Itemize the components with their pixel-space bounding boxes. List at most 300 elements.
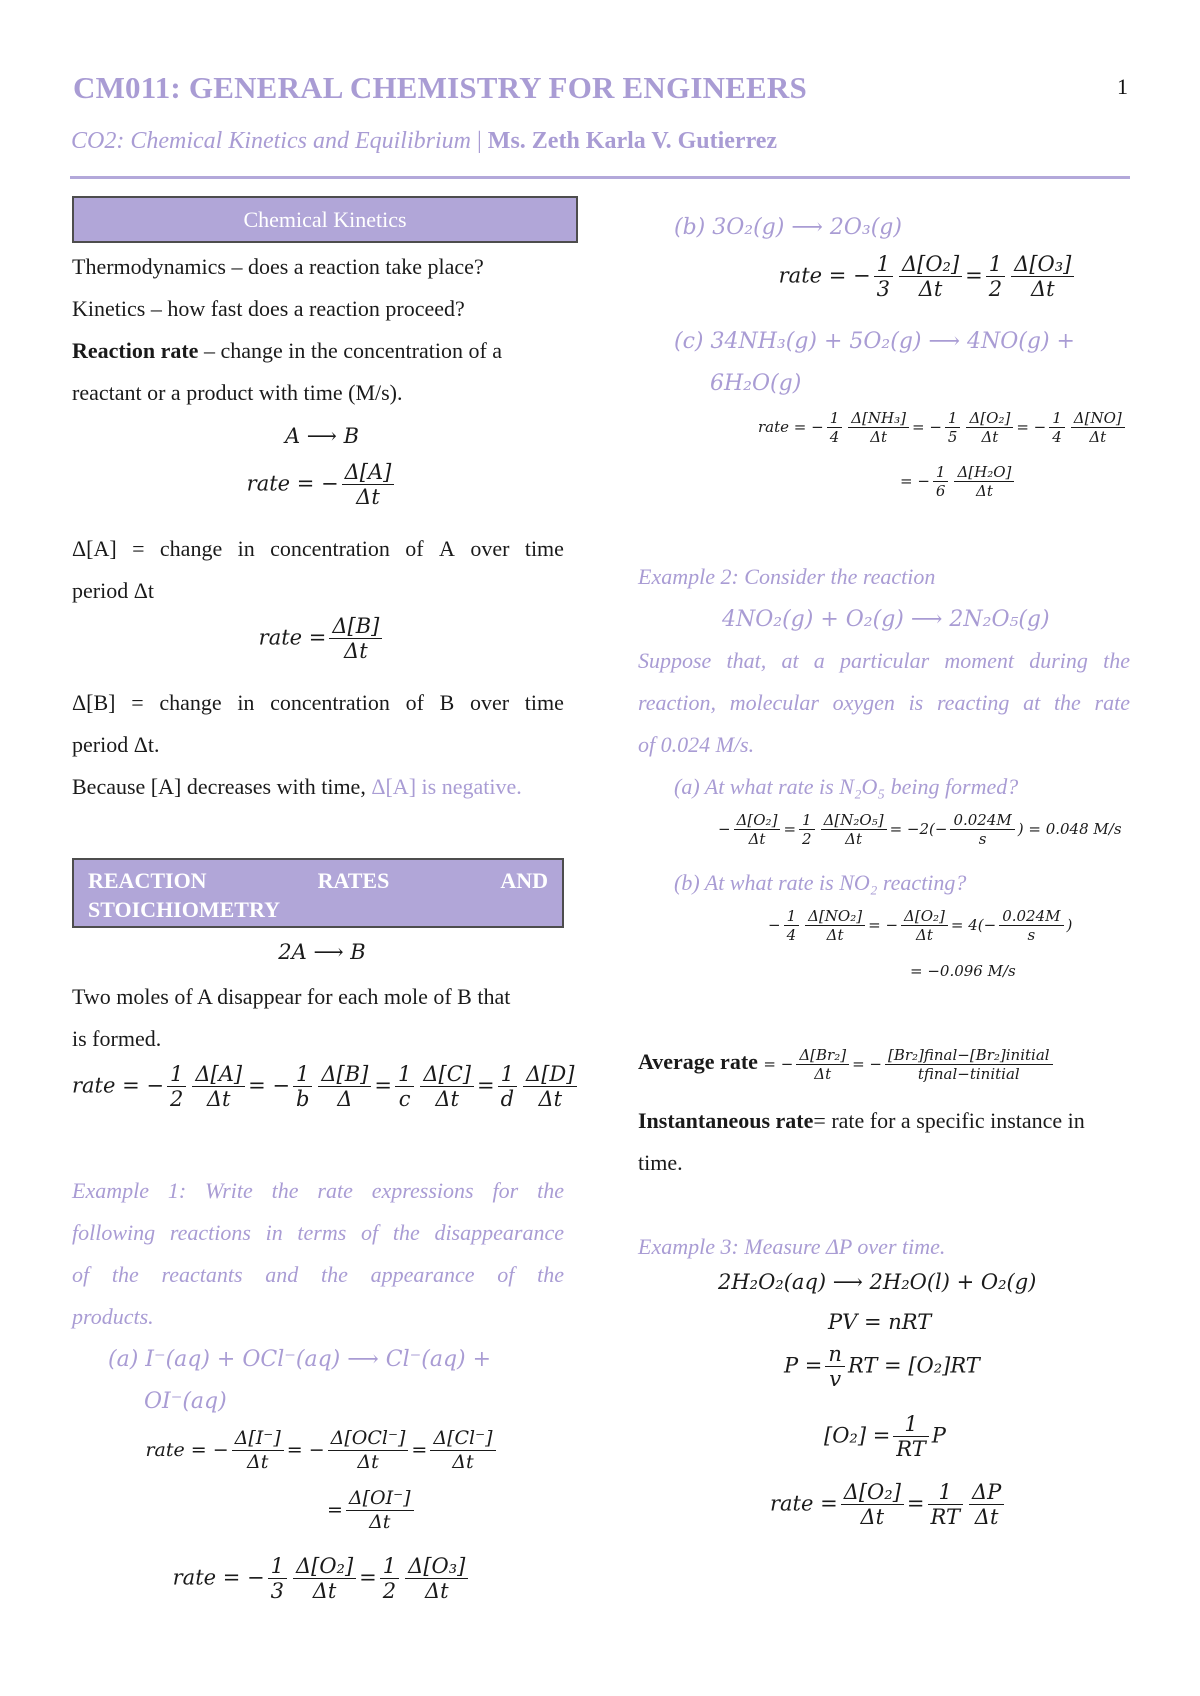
word: during [1029, 648, 1088, 673]
term [821, 812, 887, 848]
num: 1 [945, 410, 961, 428]
ex1b-rate-equation [718, 252, 1138, 302]
term [899, 252, 962, 302]
word: A [439, 536, 455, 561]
num: 0.024M [999, 908, 1063, 926]
rate-b-lhs: rate = [258, 625, 327, 650]
coef [1049, 410, 1065, 446]
num: 1 [827, 410, 843, 428]
two-moles-line-2: is formed. [72, 1026, 162, 1051]
den: 4 [829, 428, 840, 447]
example1b-equation [674, 206, 902, 249]
den: 2 [382, 1579, 397, 1604]
operator: = [476, 1073, 495, 1098]
operator: − [768, 916, 781, 935]
example2-line-3: of 0.024 M/s. [638, 732, 755, 757]
den: RT [930, 1505, 960, 1530]
ex2-eq: 4NO₂(g) + O₂(g) ⟶ 2N₂O₅(g) [722, 607, 1050, 632]
rate-a-equation [72, 460, 572, 510]
coef-den: d [500, 1087, 515, 1112]
word: reactants [161, 1262, 243, 1287]
reaction-rate-def-1: – change in the concentration of a [203, 338, 503, 363]
den: s [1027, 926, 1036, 945]
operator: = [411, 1438, 428, 1461]
term [885, 1047, 1053, 1083]
ex3-pv: PV = nRT [828, 1310, 932, 1334]
num: ΔP [969, 1480, 1004, 1505]
ex1a-frac-4 [346, 1488, 414, 1534]
word: Write [205, 1178, 253, 1203]
term [950, 812, 1014, 848]
word: moment [944, 648, 1015, 673]
gen-term-2 [318, 1062, 371, 1112]
term [893, 1412, 928, 1462]
decrease-line [72, 766, 522, 808]
num: 0.024M [950, 812, 1014, 830]
operator: = − [852, 1055, 882, 1073]
delta-b-def-2: period Δt. [72, 732, 160, 757]
word: reactions [169, 1220, 251, 1245]
page-number: 1 [1117, 74, 1128, 99]
gen-coef-2 [293, 1062, 312, 1112]
coef [986, 252, 1005, 302]
term [1071, 410, 1125, 446]
gen-term-1 [192, 1062, 245, 1112]
instantaneous-rate-term: Instantaneous rate [638, 1108, 814, 1133]
num: Δ[H₂O] [954, 464, 1014, 482]
example2-line-1 [638, 640, 1130, 682]
num: 1 [874, 252, 893, 277]
den: Δt [452, 1450, 474, 1473]
word: particular [839, 648, 930, 673]
num: Δ[Cl⁻] [430, 1428, 495, 1451]
num: Δ[OCl⁻] [328, 1428, 409, 1451]
coef [933, 464, 949, 500]
gen-rate-lhs: rate = − [72, 1073, 164, 1098]
term-den: Δt [538, 1087, 563, 1112]
word: for [492, 1178, 519, 1203]
word: Suppose [638, 648, 712, 673]
example1c-equation-line1 [674, 320, 1075, 363]
num: 1 [784, 908, 800, 926]
den: Δt [357, 1450, 379, 1473]
term-den: Δt [206, 1087, 231, 1112]
word: Example [72, 1178, 149, 1203]
word: at [1023, 690, 1041, 715]
word: the [321, 1262, 348, 1287]
num: [Br₂]final−[Br₂]initial [885, 1047, 1053, 1065]
ex1a-rate-equation-cont [327, 1488, 417, 1534]
general-rate-equation [72, 1062, 575, 1112]
average-rate-definition [638, 1040, 1056, 1086]
word: over [470, 690, 510, 715]
den: Δt [870, 428, 888, 447]
gen-term-3 [420, 1062, 474, 1112]
operator: ) [1066, 916, 1073, 935]
coef-den: 2 [169, 1087, 184, 1112]
word: AND [500, 868, 548, 893]
example1a-equation-line1 [108, 1338, 491, 1381]
coef [799, 812, 815, 848]
decrease-highlight: Δ[A] is negative. [371, 774, 522, 799]
rhs: P [931, 1423, 946, 1448]
example1-line-3 [72, 1254, 564, 1296]
word: appearance [370, 1262, 475, 1287]
example1-line-2 [72, 1212, 564, 1254]
word: that, [726, 648, 767, 673]
term-den: Δ [337, 1087, 353, 1112]
term-num: Δ[D] [523, 1062, 577, 1087]
lhs: rate = − [758, 418, 824, 437]
den: Δt [981, 428, 999, 447]
num: Δ[O₂] [899, 252, 962, 277]
subtitle-separator: | [470, 128, 488, 154]
term [969, 1480, 1004, 1530]
word: = [132, 536, 145, 561]
word: of [361, 1220, 379, 1245]
word: at [781, 648, 799, 673]
num: Δ[OI⁻] [346, 1488, 414, 1511]
den: 2 [988, 277, 1003, 302]
operator: = −2(− [889, 820, 948, 839]
word: Δ[B] [72, 690, 116, 715]
operator: = [906, 1491, 925, 1516]
den: v [829, 1367, 842, 1392]
instantaneous-rate-definition [638, 1100, 1085, 1142]
coef-den: c [398, 1087, 411, 1112]
num: Δ[NH₃] [848, 410, 909, 428]
word: in [237, 690, 255, 715]
operator: = − [868, 916, 899, 935]
ex3-rate-equation [770, 1480, 1007, 1530]
word: of [497, 1262, 515, 1287]
course-subtitle [71, 128, 777, 155]
rate-a-den: Δt [356, 485, 380, 510]
operator: = [965, 263, 983, 288]
reaction-rate-definition [72, 330, 502, 372]
coef [945, 410, 961, 446]
example2b-question: (b) At what rate is NO₂ reacting? [674, 870, 967, 895]
ex1a-line1: (a) I⁻(aq) + OCl⁻(aq) ⟶ Cl⁻(aq) + [108, 1347, 492, 1372]
coef-num: 1 [167, 1062, 186, 1087]
den: Δt [845, 830, 862, 849]
delta-a-definition [72, 528, 564, 570]
term-den: Δt [435, 1087, 459, 1112]
word: change [159, 690, 222, 715]
num: Δ[O₂] [901, 908, 948, 926]
num: 1 [799, 812, 815, 830]
ex1c-line1: (c) 34NH₃(g) + 5O₂(g) ⟶ 4NO(g) + [674, 329, 1075, 354]
lhs: [O₂] = [824, 1423, 891, 1448]
example3-title: Example 3: Measure ΔP over time. [638, 1234, 946, 1259]
num: Δ[O₃] [405, 1554, 468, 1579]
num: Δ[NO] [1071, 410, 1125, 428]
ex2b-result: = −0.096 M/s [910, 962, 1016, 980]
term [796, 1047, 849, 1083]
term-num: Δ[B] [318, 1062, 371, 1087]
example1-line-1 [72, 1170, 564, 1212]
ex2a-calculation [718, 812, 1122, 848]
num: 1 [928, 1480, 963, 1505]
word: molecular [729, 690, 819, 715]
num: 1 [986, 252, 1005, 277]
den: 4 [786, 926, 797, 945]
den: Δt [369, 1510, 391, 1533]
den: 4 [1052, 428, 1062, 447]
num: n [825, 1342, 845, 1367]
reaction-rate-def-2: reactant or a product with time (M/s). [72, 380, 403, 405]
word: expressions [371, 1178, 474, 1203]
example1a-equation-line2 [144, 1380, 227, 1423]
den: Δt [247, 1450, 269, 1473]
kinetics-line: Kinetics – how fast does a reaction proceed? [72, 296, 465, 321]
word: RATES [317, 868, 390, 893]
ex2b-calculation [768, 908, 1072, 944]
instantaneous-rate-def-1: = rate for a specific instance in [813, 1108, 1085, 1133]
operator: − [718, 820, 731, 839]
den: 3 [270, 1579, 284, 1604]
delta-a-def-2: period Δt [72, 578, 154, 603]
coef-num: 1 [498, 1062, 517, 1087]
ex1c-rate-equation [758, 410, 1128, 446]
coef [827, 410, 843, 446]
term [848, 410, 909, 446]
rate-b-fraction [329, 614, 382, 664]
stoich-box-line1 [88, 866, 548, 895]
num: 1 [933, 464, 949, 482]
gen-coef-3 [395, 1062, 414, 1112]
num: Δ[O₂] [293, 1554, 356, 1579]
operator: = − [248, 1073, 290, 1098]
word: of [72, 1262, 90, 1287]
term-num: Δ[A] [192, 1062, 245, 1087]
operator: = 4(− [950, 916, 997, 935]
word: rate [317, 1178, 353, 1203]
term [999, 908, 1063, 944]
section-box-chemical-kinetics: Chemical Kinetics [72, 196, 578, 243]
course-unit: CO2: Chemical Kinetics and Equilibrium [71, 128, 471, 154]
word: = [131, 690, 144, 715]
word: rate [1094, 690, 1130, 715]
rate-a-fraction [342, 460, 395, 510]
den: Δt [312, 1579, 337, 1604]
word: the [271, 1178, 299, 1203]
den: 6 [935, 482, 946, 501]
num: Δ[I⁻] [232, 1428, 284, 1451]
word: the [392, 1220, 420, 1245]
rhs: RT = [O₂]RT [847, 1353, 980, 1378]
decrease-prefix: Because [A] decreases with time, [72, 774, 372, 799]
den: 2 [802, 830, 812, 849]
operator: = [327, 1498, 343, 1521]
example1c-equation-line2 [710, 362, 801, 405]
course-title: CM011: GENERAL CHEMISTRY FOR ENGINEERS [73, 70, 807, 105]
coef-num: 1 [395, 1062, 414, 1087]
rate-b-equation [72, 614, 572, 664]
word: the [1053, 690, 1081, 715]
reaction-rate-term: Reaction rate [72, 338, 199, 363]
gen-coef-1 [167, 1062, 186, 1112]
ex1a-frac-1 [232, 1428, 284, 1474]
word: Δ[A] [72, 536, 117, 561]
den: Δt [748, 830, 766, 849]
word: is [908, 690, 924, 715]
word: of [405, 690, 424, 715]
num: Δ[N₂O₅] [821, 812, 887, 830]
term [734, 812, 781, 848]
operator: = [359, 1565, 377, 1590]
ex1a-frac-3 [430, 1428, 495, 1474]
average-rate-term: Average rate [638, 1049, 758, 1074]
term [966, 410, 1013, 446]
word: in [237, 536, 255, 561]
coef [874, 252, 893, 302]
operator: = − [286, 1438, 325, 1461]
example2-line-2 [638, 682, 1130, 724]
ex1a-line2: OI⁻(aq) [144, 1389, 227, 1414]
word: concentration [270, 536, 390, 561]
coef-den: b [295, 1087, 310, 1112]
word: time [524, 536, 564, 561]
ex1c-line2: 6H₂O(g) [710, 371, 802, 396]
word: following [72, 1220, 156, 1245]
word: reaction, [638, 690, 716, 715]
word: REACTION [88, 868, 207, 893]
ex1a-frac-2 [328, 1428, 409, 1474]
word: the [537, 1262, 564, 1287]
word: and [265, 1262, 299, 1287]
result: ) = 0.048 M/s [1017, 820, 1122, 839]
coef [268, 1554, 287, 1604]
den: Δt [1030, 277, 1055, 302]
word: oxygen [832, 690, 895, 715]
lhs: rate = − [778, 263, 871, 288]
word: a [813, 648, 825, 673]
term-num: Δ[C] [420, 1062, 474, 1087]
num: 1 [268, 1554, 287, 1579]
term [1011, 252, 1074, 302]
den: Δt [918, 277, 943, 302]
word: the [1103, 648, 1130, 673]
gen-term-4 [523, 1062, 577, 1112]
num: Δ[O₂] [841, 1480, 904, 1505]
den: Δt [424, 1579, 449, 1604]
two-moles-line-1: Two moles of A disappear for each mole of B that [72, 984, 511, 1009]
den: Δt [814, 1065, 832, 1084]
ex1c-rate-equation-cont [900, 464, 1017, 500]
ex3-o2-equation [824, 1412, 946, 1462]
ex1a-rate-equation [72, 1428, 572, 1474]
rate-a-lhs: rate = − [246, 471, 339, 496]
word: disappearance [434, 1220, 564, 1245]
lhs: P = [784, 1353, 823, 1378]
example2a-question: (a) At what rate is N₂O₅ being formed? [674, 774, 1019, 799]
num: Δ[O₂] [734, 812, 781, 830]
example1-line-4: products. [72, 1304, 154, 1329]
word: in [265, 1220, 283, 1245]
term [841, 1480, 904, 1530]
rate-a-num: Δ[A] [342, 460, 395, 485]
num: Δ[O₂] [966, 410, 1013, 428]
coef-num: 1 [293, 1062, 312, 1087]
operator: = [374, 1073, 392, 1098]
den: 3 [876, 277, 890, 302]
example2-equation [722, 598, 1050, 641]
coef [380, 1554, 399, 1604]
term [805, 908, 865, 944]
den: Δt [1089, 428, 1107, 447]
den: 5 [947, 428, 958, 447]
term [293, 1554, 356, 1604]
o2-rate-equation [72, 1554, 572, 1604]
den: Δt [975, 482, 993, 501]
operator: = − [763, 1055, 794, 1073]
word: over [470, 536, 510, 561]
word: concentration [270, 690, 390, 715]
instructor-name: Ms. Zeth Karla V. Gutierrez [487, 128, 778, 154]
word: the [537, 1178, 564, 1203]
num: 1 [893, 1412, 928, 1437]
operator: = − [912, 418, 942, 437]
gen-coef-4 [498, 1062, 517, 1112]
ex1b-eq: (b) 3O₂(g) ⟶ 2O₃(g) [674, 215, 902, 240]
word: time [524, 690, 564, 715]
example2-title: Example 2: Consider the reaction [638, 564, 936, 589]
lhs: rate = [770, 1491, 838, 1516]
coef [784, 908, 800, 944]
delta-b-definition [72, 682, 564, 724]
operator: = − [1016, 418, 1047, 437]
num: Δ[NO₂] [805, 908, 865, 926]
coef [928, 1480, 963, 1530]
ex3-pressure-equation [784, 1342, 980, 1392]
ex1a-lhs: rate = − [145, 1438, 229, 1461]
den: Δt [860, 1505, 885, 1530]
den: Δt [916, 926, 933, 945]
operator: = [783, 820, 797, 839]
word: terms [297, 1220, 347, 1245]
rate-b-num: Δ[B] [329, 614, 382, 639]
lhs: rate = − [172, 1565, 265, 1590]
num: 1 [1049, 410, 1065, 428]
equation-2a-to-b: 2A ⟶ B [278, 940, 366, 964]
header-divider [70, 176, 1130, 179]
operator: = − [900, 472, 930, 491]
thermodynamics-line: Thermodynamics – does a reaction take place? [72, 254, 484, 279]
rate-b-den: Δt [344, 639, 368, 664]
term [405, 1554, 468, 1604]
word: reacting [936, 690, 1010, 715]
num: Δ[Br₂] [796, 1047, 849, 1065]
equation-a-to-b: A ⟶ B [284, 424, 360, 448]
den: Δt [826, 926, 844, 945]
term [954, 464, 1014, 500]
word: of [405, 536, 424, 561]
stoich-box-line2: STOICHIOMETRY [88, 897, 280, 922]
word: B [439, 690, 455, 715]
instantaneous-rate-def-2: time. [638, 1150, 683, 1175]
section-box-reaction-rates-stoichiometry [72, 858, 564, 928]
num: 1 [380, 1554, 399, 1579]
word: 1: [167, 1178, 187, 1203]
den: Δt [974, 1505, 999, 1530]
word: change [159, 536, 223, 561]
ex3-equation: 2H₂O₂(aq) ⟶ 2H₂O(l) + O₂(g) [718, 1270, 1037, 1294]
term [901, 908, 948, 944]
den: s [978, 830, 987, 849]
den: tfinal−tinitial [917, 1065, 1020, 1084]
den: RT [896, 1437, 926, 1462]
